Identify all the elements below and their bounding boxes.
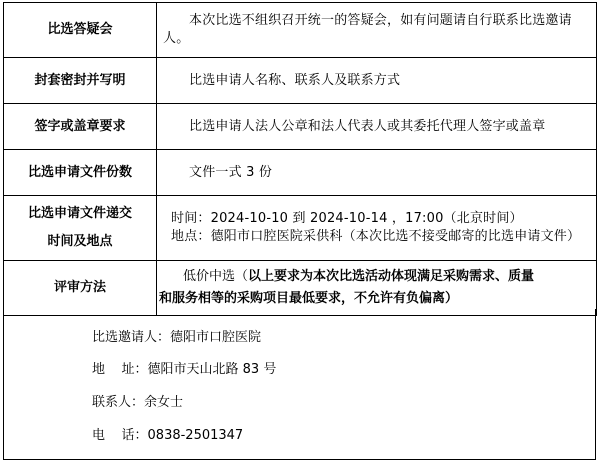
contact-address: 地 址：德阳市天山北路 83 号 bbox=[92, 362, 277, 377]
submission-place: 地点：德阳市口腔医院采供科（本次比选不接受邮寄的比选申请文件） bbox=[171, 229, 581, 244]
row-label-copies: 比选申请文件份数 bbox=[4, 150, 157, 196]
row-label-evaluation: 评审方法 bbox=[4, 261, 157, 316]
table-row bbox=[4, 150, 597, 196]
row-value-signature: 比选申请人法人公章和法人代表人或其委托代理人签字或盖章 bbox=[157, 104, 597, 150]
contact-inviter: 比选邀请人：德阳市口腔医院 bbox=[92, 330, 262, 345]
row-value-evaluation bbox=[157, 261, 597, 316]
row-label-signature: 签字或盖章要求 bbox=[4, 104, 157, 150]
row-value-copies: 文件一式 3 份 bbox=[157, 150, 597, 196]
evaluation-bold-a: 以上要求为本次比选活动体现满足采购需求、质量 bbox=[248, 269, 535, 284]
contact-person: 联系人：余女士 bbox=[92, 395, 184, 410]
row-value-qa-meeting: 本次比选不组织召开统一的答疑会，如有问题请自行联系比选邀请人。 bbox=[157, 3, 597, 58]
table-row bbox=[4, 104, 597, 150]
info-table bbox=[3, 2, 597, 316]
contact-box bbox=[3, 309, 596, 460]
row-label-qa-meeting: 比选答疑会 bbox=[4, 3, 157, 58]
submission-time: 时间：2024-10-10 到 2024-10-14 ，17:00（北京时间） bbox=[171, 211, 523, 226]
row-label-envelope-seal: 封套密封并写明 bbox=[4, 58, 157, 104]
row-label-submission bbox=[4, 196, 157, 261]
table-row bbox=[4, 58, 597, 104]
evaluation-bold-b: 和服务相等的采购项目最低要求，不允许有负偏离） bbox=[159, 291, 459, 306]
row-label-submission-line2: 时间及地点 bbox=[47, 234, 113, 249]
row-value-submission bbox=[157, 196, 597, 261]
evaluation-plain: 低价中选（ bbox=[183, 269, 249, 284]
table-row bbox=[4, 196, 597, 261]
evaluation-line1 bbox=[157, 266, 596, 288]
row-label-submission-line1: 比选申请文件递交 bbox=[27, 206, 132, 221]
table-row bbox=[4, 261, 597, 316]
row-value-envelope-seal: 比选申请人名称、联系人及联系方式 bbox=[157, 58, 597, 104]
table-row bbox=[4, 3, 597, 58]
contact-phone: 电 话：0838-2501347 bbox=[92, 428, 244, 443]
